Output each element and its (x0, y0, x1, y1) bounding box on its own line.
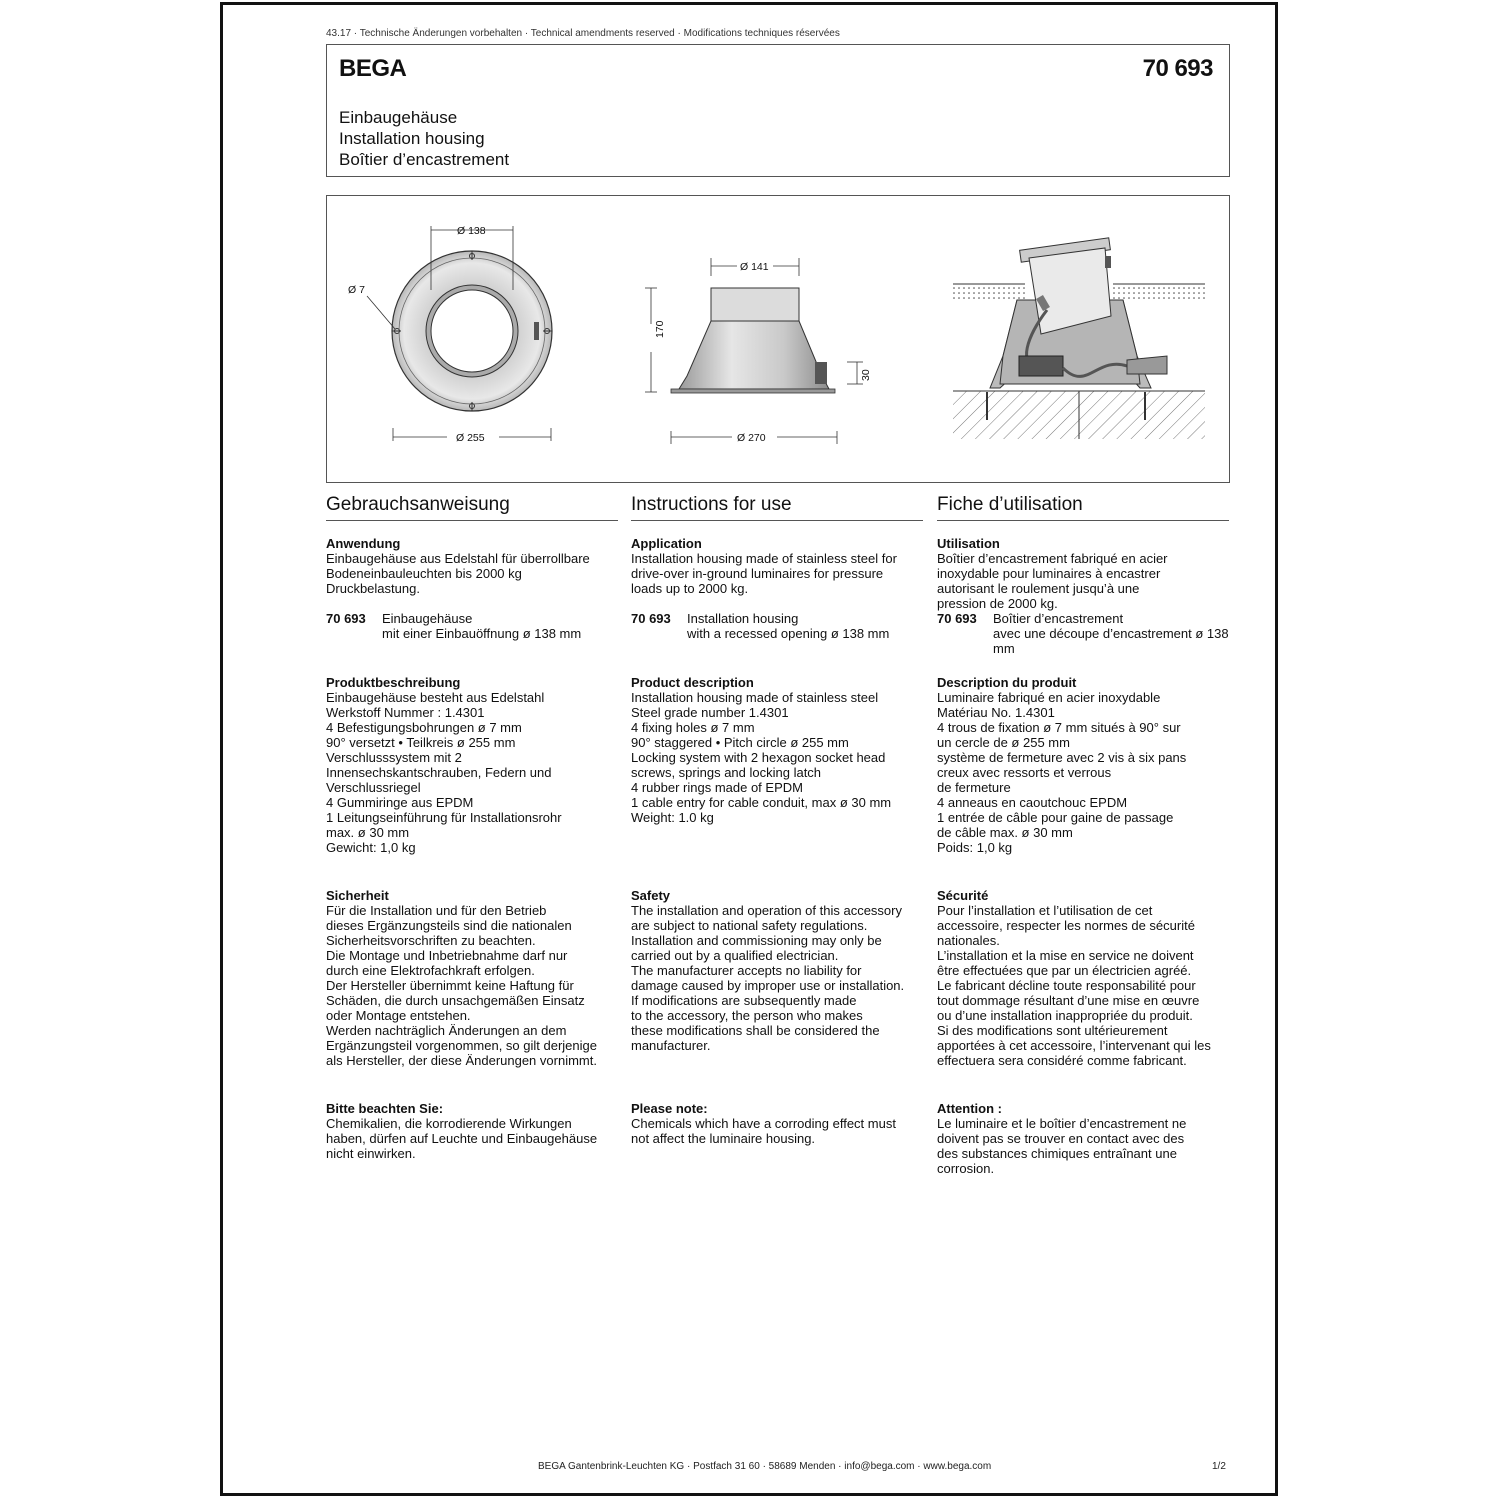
article-number: 70 693 (1142, 55, 1213, 82)
title-de: Einbaugehäuse (339, 108, 458, 127)
top-view (348, 225, 552, 444)
column-german (326, 494, 618, 1161)
safety-text: Für die Installation und für den Betrieb dieses Ergänzungsteils sind die nationalen Sicherheitsvorschriften zu beachten. Die Montage und Inbetriebnahme darf nur durch eine Elektrofachkraft erfolgen. Der Hersteller übernimmt keine Haftung für Schäden, die durch unsachgemäßen Einsatz oder Montage entstehen. Werden nachträglich Änderungen an dem Ergänzungsteil vorgenommen, so gilt derjenige als Hersteller, der diese Änderungen vornimmt. (326, 903, 597, 1068)
product-number: 70 693 (937, 611, 977, 626)
safety-text: The installation and operation of this accessory are subject to national safety regulations. Installation and commissioning may only be carried out by a qualified electrician. The manufacturer accepts no liability for damage caused by improper use or installation. If modifications are subsequently made to the accessory, the person who makes these modifications shall be considered the manufacturer. (631, 903, 905, 1053)
dim-inner-diameter: Ø 138 (457, 225, 486, 237)
safety-title: Sicherheit (326, 888, 389, 903)
dim-outer-diameter: Ø 255 (456, 432, 485, 444)
description-title: Product description (631, 675, 754, 690)
product-number: 70 693 (326, 611, 366, 626)
application-text: Installation housing made of stainless steel for drive-over in-ground luminaires for pressure loads up to 2000 kg. (631, 551, 897, 596)
dim-hole-diameter: Ø 7 (348, 284, 365, 296)
product-titles (339, 107, 509, 170)
installation-section-view (953, 238, 1205, 439)
meta-line: 43.17 · Technische Änderungen vorbehalten · Technical amendments reserved · Modifications techniques réservées (326, 28, 840, 39)
application-text: Einbaugehäuse aus Edelstahl für überrollbare Bodeneinbauleuchten bis 2000 kg Druckbelastung. (326, 551, 590, 596)
note-title: Bitte beachten Sie: (326, 1101, 444, 1116)
safety-title: Safety (631, 888, 671, 903)
title-en: Installation housing (339, 129, 485, 148)
column-heading: Gebrauchsanweisung (326, 494, 618, 521)
footer-address: BEGA Gantenbrink-Leuchten KG · Postfach 31 60 · 58689 Menden · info@bega.com · www.bega.com (538, 1461, 992, 1472)
dim-base-diameter: Ø 270 (737, 432, 766, 444)
safety-title: Sécurité (937, 888, 989, 903)
product-line (937, 611, 1229, 675)
column-french (937, 494, 1229, 1176)
page-number: 1/2 (1212, 1461, 1226, 1472)
safety-text: Pour l’installation et l’utilisation de cet accessoire, respecter les normes de sécurité nationales. L’installation et la mise en service ne doivent être effectuées que par un électricien agréé. Le fabricant décline toute responsabilité pour tout dommage résultant d’une mise en œuvre ou d’une installation inappropriée du produit. Si des modifications sont ultérieurement apportées à cet accessoire, l’intervenant qui les effectuera sera considéré comme fabricant. (937, 903, 1211, 1068)
technical-drawing (326, 195, 1230, 483)
application-text: Boîtier d’encastrement fabriqué en acier inoxydable pour luminaires à encastrer autorisant le roulement jusqu’à une pression de 2000 kg. (937, 551, 1168, 611)
description-text: Luminaire fabriqué en acier inoxydable Matériau No. 1.4301 4 trous de fixation ø 7 mm situés à 90° sur un cercle de ø 255 mm système de fermeture avec 2 vis à six pans creux avec ressorts et verrous de fermeture 4 anneaus en caoutchouc EPDM 1 entrée de câble pour gaine de passage de câble max. ø 30 mm Poids: 1,0 kg (937, 690, 1187, 855)
product-text: Einbaugehäuse mit einer Einbauöffnung ø 138 mm (382, 611, 582, 641)
note-title: Attention : (937, 1101, 1002, 1116)
description-title: Produktbeschreibung (326, 675, 461, 690)
product-text: Installation housing with a recessed opening ø 138 mm (687, 611, 890, 641)
side-view (645, 258, 872, 444)
header-box (326, 44, 1230, 177)
note-text: Chemikalien, die korrodierende Wirkungen haben, dürfen auf Leuchte und Einbaugehäuse nicht einwirken. (326, 1116, 598, 1161)
dim-top-diameter: Ø 141 (740, 261, 769, 273)
brand-logo: BEGA (339, 55, 407, 82)
note-text: Le luminaire et le boîtier d’encastrement ne doivent pas se trouver en contact avec des des substances chimiques entraînant une corrosion. (937, 1116, 1187, 1176)
application-title: Utilisation (937, 536, 1000, 551)
title-fr: Boîtier d’encastrement (339, 150, 510, 169)
application-title: Anwendung (326, 536, 401, 551)
column-heading: Instructions for use (631, 494, 923, 521)
description-text: Einbaugehäuse besteht aus Edelstahl Werkstoff Nummer : 1.4301 4 Befestigungsbohrungen ø 7 mm 90° versetzt • Teilkreis ø 255 mm Verschlusssystem mit 2 Innensechskantschrauben, Federn und Verschlussriegel 4 Gummiringe aus EPDM 1 Leitungseinführung für Installationsrohr max. ø 30 mm Gewicht: 1,0 kg (326, 690, 562, 855)
application-title: Application (631, 536, 702, 551)
product-number: 70 693 (631, 611, 671, 626)
product-line (631, 611, 923, 675)
description-title: Description du produit (937, 675, 1077, 690)
drawing-svg (327, 196, 1231, 484)
dim-cable-entry: 30 (860, 369, 872, 381)
description-text: Installation housing made of stainless steel Steel grade number 1.4301 4 fixing holes ø 7 mm 90° staggered • Pitch circle ø 255 mm Locking system with 2 hexagon socket head screws, springs and locking latch 4 rubber rings made of EPDM 1 cable entry for cable conduit, max ø 30 mm Weight: 1.0 kg (631, 690, 892, 825)
note-text: Chemicals which have a corroding effect must not affect the luminaire housing. (631, 1116, 896, 1146)
dim-height: 170 (654, 320, 666, 338)
product-line (326, 611, 618, 675)
note-title: Please note: (631, 1101, 708, 1116)
column-heading: Fiche d’utilisation (937, 494, 1229, 521)
product-text: Boîtier d’encastrement avec une découpe d’encastrement ø 138 mm (993, 611, 1229, 656)
column-english (631, 494, 923, 1146)
